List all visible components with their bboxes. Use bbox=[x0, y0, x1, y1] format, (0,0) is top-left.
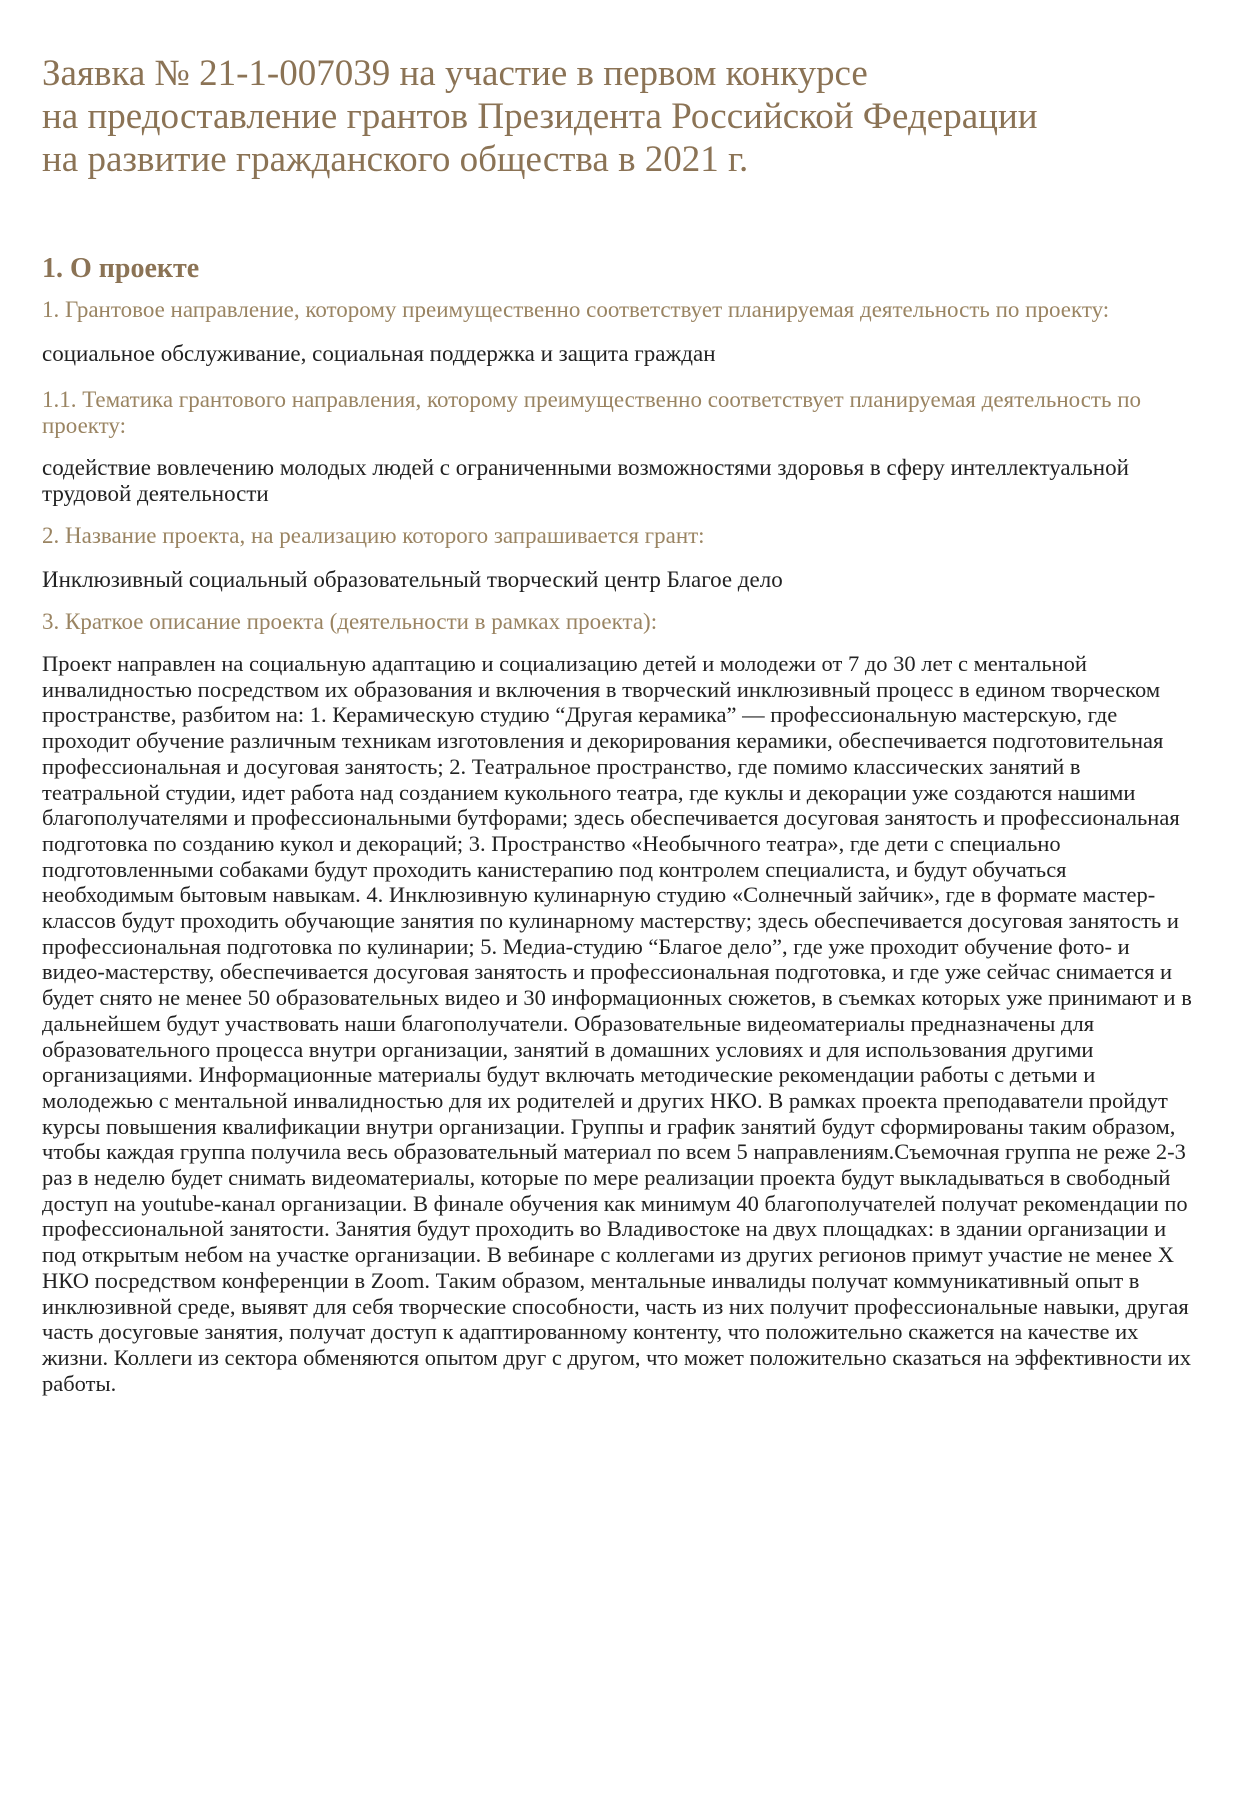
document-title-line-1: Заявка № 21-1-007039 на участие в первом конкурсе bbox=[42, 53, 868, 94]
application-document bbox=[42, 52, 1192, 1396]
grant-direction-value: социальное обслуживание, социальная поддержка и защита граждан bbox=[42, 341, 716, 366]
document-title-line-3: на развитие гражданского общества в 2021 г. bbox=[42, 139, 749, 180]
project-description-label: 3. Краткое описание проекта (деятельности в рамках проекта): bbox=[42, 609, 658, 634]
project-name-label: 2. Название проекта, на реализацию которого запрашивается грант: bbox=[42, 523, 705, 548]
grant-topic-label: 1.1. Тематика грантового направления, которому преимущественно соответствует планируемая деятельность по проекту: bbox=[42, 387, 1142, 438]
grant-topic-value: содействие вовлечению молодых людей с ограниченными возможностями здоровья в сферу интеллектуальной трудовой деятельности bbox=[42, 455, 1129, 506]
document-title-line-2: на предоставление грантов Президента Российской Федерации bbox=[42, 96, 1038, 137]
grant-direction-label: 1. Грантовое направление, которому преимущественно соответствует планируемая деятельность по проекту: bbox=[42, 297, 1110, 322]
document-title bbox=[42, 52, 1192, 181]
project-name-value: Инклюзивный социальный образовательный творческий центр Благое дело bbox=[42, 567, 783, 592]
section-heading-about-project: 1. О проекте bbox=[42, 253, 200, 284]
project-description-value: Проект направлен на социальную адаптацию и социализацию детей и молодежи от 7 до 30 лет с ментальной инвалидностью посредством их образования и включения в творческий инклюзивный процесс в едином творческом пространстве, разбитом на: 1. Керамическую студию “Другая керамика” — профессиональную мастерскую, где проходит обучение различным техникам изготовления и декорирования керамики, обеспечивается подготовительная профессиональная и досуговая занятость; 2. Театральное пространство, где помимо классических занятий в театральной студии, идет работа над созданием кукольного театра, где куклы и декорации уже создаются нашими благополучателями и профессиональными бутфорами; здесь обеспечивается досуговая занятость и профессиональная подготовка по созданию кукол и декораций; 3. Пространство «Необычного театра», где дети с специально подготовленными собаками будут проходить канистерапию под контролем специалиста, и будут обучаться необходимым бытовым навыкам. 4. Инклюзивную кулинарную студию «Солнечный зайчик», где в формате мастер-классов будут проходить обучающие занятия по кулинарному мастерству; здесь обеспечивается досуговая занятость и профессиональная подготовка по кулинарии; 5. Медиа-студию “Благое дело”, где уже проходит обучение фото- и видео-мастерству, обеспечивается досуговая занятость и профессиональная подготовка, и где уже сейчас снимается и будет снято не менее 50 образовательных видео и 30 информационных сюжетов, в съемках которых уже принимают и в дальнейшем будут участвовать наши благополучатели. Образовательные видеоматериалы предназначены для образовательного процесса внутри организации, занятий в домашних условиях и для использования другими организациями. Информационные материалы будут включать методические рекомендации работы с детьми и молодежью с ментальной инвалидностью для их родителей и других НКО. В рамках проекта преподаватели пройдут курсы повышения квалификации внутри организации. Группы и график занятий будут сформированы таким образом, чтобы каждая группа получила весь образовательный материал по всем 5 направлениям.Съемочная группа не реже 2-3 раз в неделю будет снимать видеоматериалы, которые по мере реализации проекта будут выкладываться в свободный доступ на youtube-канал организации. В финале обучения как минимум 40 благополучателей получат рекомендации по профессиональной занятости. Занятия будут проходить во Владивостоке на двух площадках: в здании организации и под открытым небом на участке организации. В вебинаре с коллегами из других регионов примут участие не менее Х НКО посредством конференции в Zoom. Таким образом, ментальные инвалиды получат коммуникативный опыт в инклюзивной среде, выявят для себя творческие способности, часть из них получит профессиональные навыки, другая часть досуговые занятия, получат доступ к адаптированному контенту, что положительно скажется на качестве их жизни. Коллеги из сектора обменяются опытом друг с другом, что может положительно сказаться на эффективности их работы. bbox=[42, 651, 1192, 1396]
